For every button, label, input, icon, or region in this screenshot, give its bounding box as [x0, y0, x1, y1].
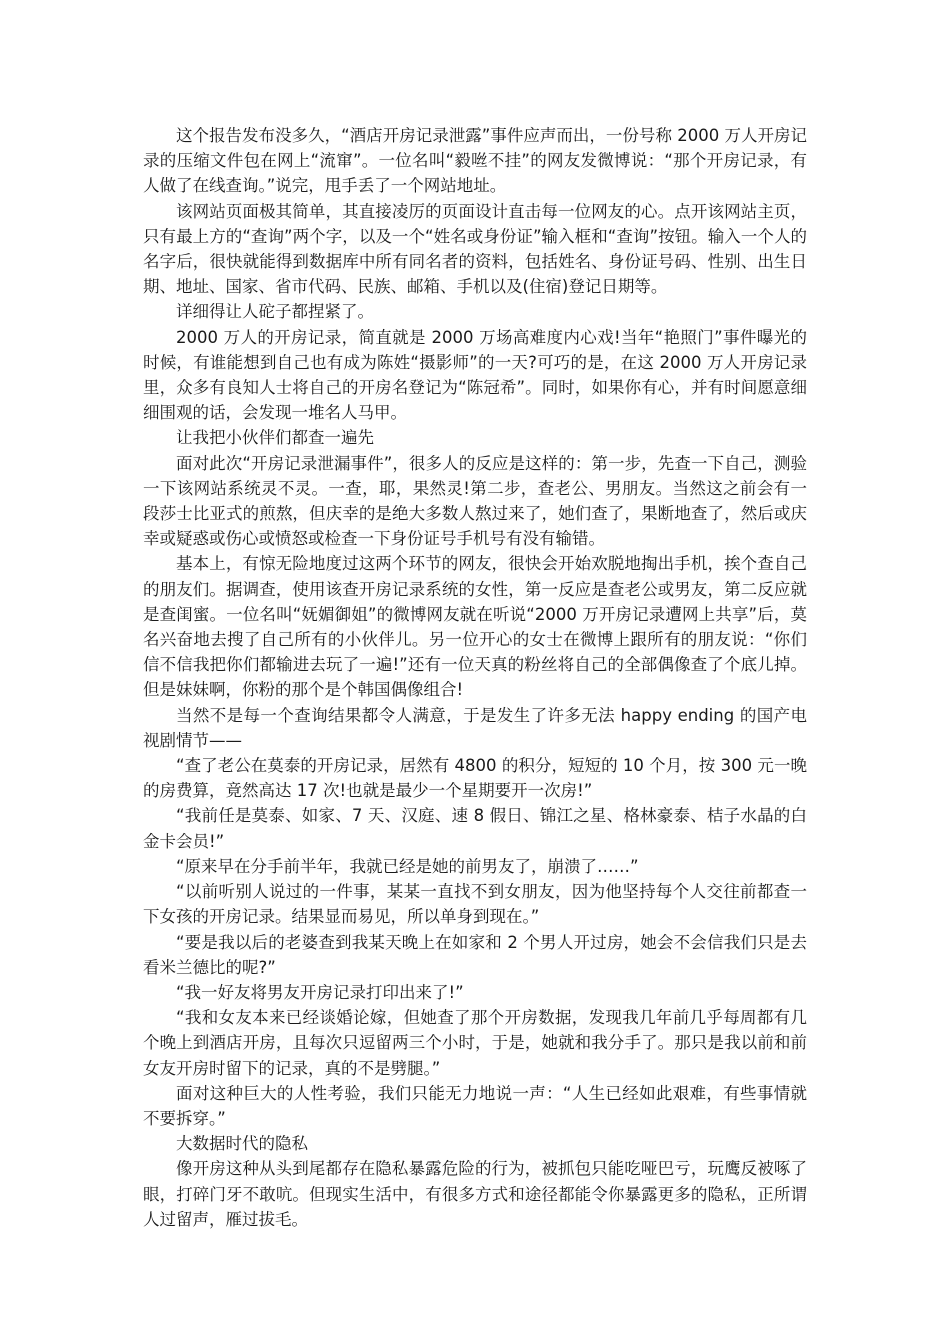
quote-paragraph: “查了老公在莫泰的开房记录，居然有 4800 的积分，短短的 10 个月，按 300 元一晚的房费算，竟然高达 17 次!也就是最少一个星期要开一次房!” — [143, 756, 807, 801]
paragraph: 该网站页面极其简单，其直接凌厉的页面设计直击每一位网友的心。点开该网站主页，只有最上方的“查询”两个字，以及一个“姓名或身份证”输入框和“查询”按钮。输入一个人的名字后，很快就能得到数据库中所有同名者的资料，包括姓名、身份证号码、性别、出生日期、地址、国家、省市代码、民族、邮箱、手机以及(住宿)登记日期等。 — [143, 201, 807, 297]
paragraph: 面对这种巨大的人性考验，我们只能无力地说一声：“人生已经如此艰难，有些事情就不要拆穿。” — [143, 1083, 807, 1128]
document-body — [143, 123, 807, 1232]
paragraph: 2000 万人的开房记录，简直就是 2000 万场高难度内心戏!当年“艳照门”事件曝光的时候，有谁能想到自己也有成为陈姓“摄影师”的一天?可巧的是，在这 2000 万人开房记录里，众多有良知人士将自己的开房名登记为“陈冠希”。同时，如果你有心，并有时间愿意细细围观的话，会发现一堆名人马甲。 — [143, 327, 807, 423]
paragraph: 这个报告发布没多久，“酒店开房记录泄露”事件应声而出，一份号称 2000 万人开房记录的压缩文件包在网上“流窜”。一位名叫“毅咝不挂”的网友发微博说：“那个开房记录，有人做了在线查询。”说完，甩手丢了一个网站地址。 — [143, 126, 807, 196]
section-heading: 让我把小伙伴们都查一遍先 — [176, 428, 374, 448]
paragraph: 基本上，有惊无险地度过这两个环节的网友，很快会开始欢脱地掏出手机，挨个查自己的朋友们。据调查，使用该查开房记录系统的女性，第一反应是查老公或男友，第二反应就是查闺蜜。一位名叫“妩媚御姐”的微博网友就在听说“2000 万开房记录遭网上共享”后，莫名兴奋地去搜了自己所有的小伙伴儿。另一位开心的女士在微博上跟所有的朋友说：“你们信不信我把你们都输进去玩了一遍!”还有一位天真的粉丝将自己的全部偶像查了个底儿掉。但是妹妹啊，你粉的那个是个韩国偶像组合! — [143, 554, 807, 700]
quote-paragraph: “以前听别人说过的一件事，某某一直找不到女朋友，因为他坚持每个人交往前都查一下女孩的开房记录。结果显而易见，所以单身到现在。” — [143, 882, 807, 927]
quote-paragraph: “要是我以后的老婆查到我某天晚上在如家和 2 个男人开过房，她会不会信我们只是去看米兰德比的呢?” — [143, 932, 807, 977]
quote-paragraph: “我前任是莫泰、如家、7 天、汉庭、速 8 假日、锦江之星、格林豪泰、桔子水晶的白金卡会员!” — [143, 806, 807, 851]
paragraph: 面对此次“开房记录泄漏事件”，很多人的反应是这样的：第一步，先查一下自己，测验一下该网站系统灵不灵。一查，耶，果然灵!第二步，查老公、男朋友。当然这之前会有一段莎士比亚式的煎熬，但庆幸的是绝大多数人熬过来了，她们查了，果断地查了，然后或庆幸或疑惑或伤心或愤怒或检查一下身份证号手机号有没有输错。 — [143, 453, 807, 549]
quote-paragraph: “我一好友将男友开房记录打印出来了!” — [176, 982, 464, 1002]
paragraph: 详细得让人砣子都捏紧了。 — [176, 302, 374, 322]
paragraph: 当然不是每一个查询结果都令人满意，于是发生了许多无法 happy ending 的国产电视剧情节—— — [143, 705, 807, 750]
quote-paragraph: “我和女友本来已经谈婚论嫁，但她查了那个开房数据，发现我几年前几乎每周都有几个晚上到酒店开房，且每次只逗留两三个小时，于是，她就和我分手了。那只是我以前和前女友开房时留下的记录，真的不是劈腿。” — [143, 1008, 807, 1078]
paragraph: 像开房这种从头到尾都存在隐私暴露危险的行为，被抓包只能吃哑巴亏，玩鹰反被啄了眼，打碎门牙不敢吭。但现实生活中，有很多方式和途径都能令你暴露更多的隐私，正所谓人过留声，雁过拔毛。 — [143, 1159, 807, 1229]
quote-paragraph: “原来早在分手前半年，我就已经是她的前男友了，崩溃了……” — [176, 856, 639, 876]
section-heading: 大数据时代的隐私 — [176, 1134, 308, 1154]
